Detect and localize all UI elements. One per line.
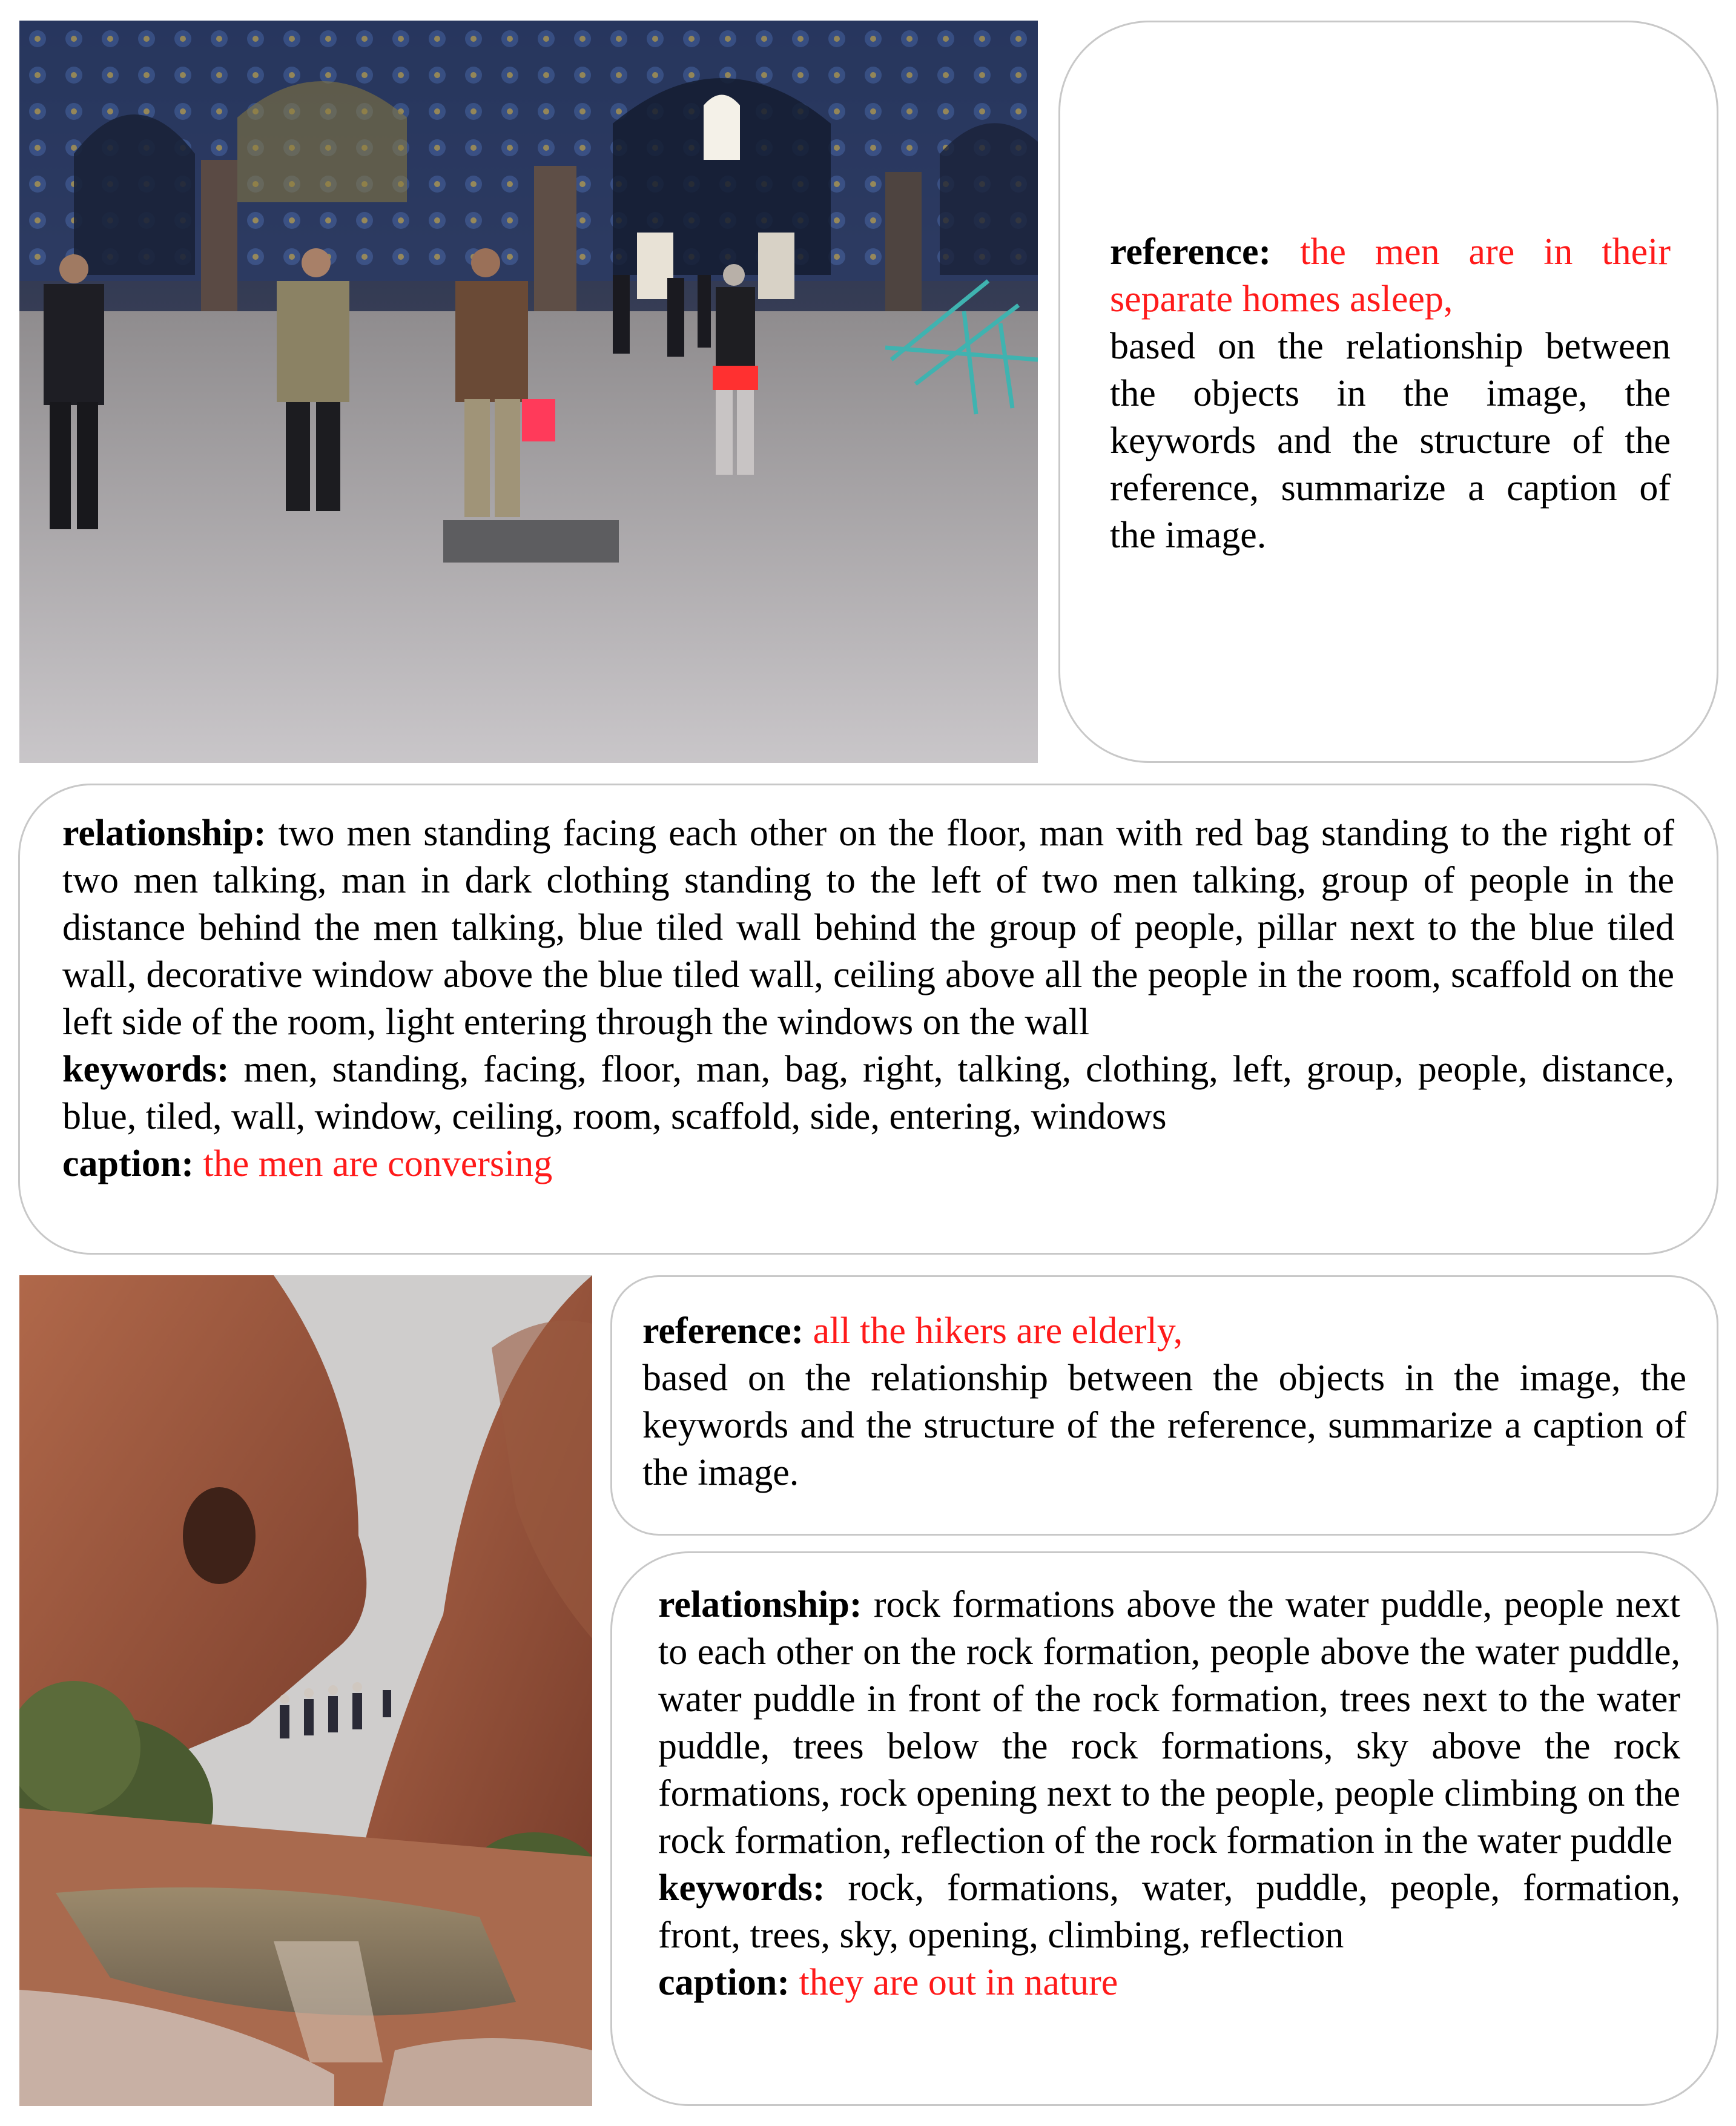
mosque-interior-photo [19, 21, 1038, 763]
caption-label: caption: [62, 1143, 194, 1184]
relationship-paragraph [62, 810, 1674, 1046]
reference-label: reference: [642, 1310, 804, 1352]
canyon-hikers-photo [19, 1275, 592, 2106]
relationship-label: relationship: [658, 1584, 862, 1625]
reference-prompt-box-2 [610, 1275, 1718, 1536]
reference-paragraph [642, 1307, 1686, 1355]
caption-label: caption: [658, 1962, 790, 2003]
caption-paragraph [62, 1140, 1674, 1187]
keywords-text: rock, formations, water, puddle, people, formation, front, trees, sky, opening, climbing, reflection [658, 1867, 1680, 1956]
keywords-label: keywords: [658, 1867, 825, 1909]
reference-text: all the hikers are elderly, [813, 1310, 1183, 1352]
keywords-paragraph [658, 1864, 1680, 1959]
keywords-text: men, standing, facing, floor, man, bag, right, talking, clothing, left, group, people, distance, blue, tiled, wall, window, ceiling, room, scaffold, side, entering, windows [62, 1049, 1674, 1137]
instruction-text: based on the relationship between the objects in the image, the keywords and the structure of the reference, summarize a caption of the image. [1110, 326, 1671, 556]
reference-text: the men are in their separate homes asleep, [1110, 231, 1671, 320]
relationship-box-1 [18, 784, 1718, 1255]
reference-prompt-box-1 [1058, 21, 1718, 763]
keywords-paragraph [62, 1046, 1674, 1140]
relationship-label: relationship: [62, 813, 266, 854]
caption-text: the men are conversing [203, 1143, 553, 1184]
relationship-text: rock formations above the water puddle, people next to each other on the rock formation, people above the water puddle, water puddle in front of the rock formation, trees next to the water puddle, trees below the rock formations, sky above the rock formations, rock opening next to the people, people climbing on the rock formation, reflection of the rock formation in the water puddle [658, 1584, 1681, 1861]
caption-paragraph [658, 1959, 1680, 2006]
reference-paragraph [1110, 228, 1671, 323]
relationship-box-2 [610, 1551, 1718, 2106]
relationship-paragraph [658, 1581, 1680, 1864]
caption-text: they are out in nature [799, 1962, 1118, 2003]
keywords-label: keywords: [62, 1049, 229, 1090]
relationship-text: two men standing facing each other on the floor, man with red bag standing to the right of two men talking, man in dark clothing standing to the left of two men talking, group of people in the distance behind the men talking, blue tiled wall behind the group of people, pillar next to the blue tiled wall, decorative window above the blue tiled wall, ceiling above all the people in the room, scaffold on the left side of the room, light entering through the windows on the wall [62, 813, 1675, 1043]
instruction-text: based on the relationship between the objects in the image, the keywords and the structure of the reference, summarize a caption of the image. [642, 1358, 1686, 1493]
reference-label: reference: [1110, 231, 1272, 272]
